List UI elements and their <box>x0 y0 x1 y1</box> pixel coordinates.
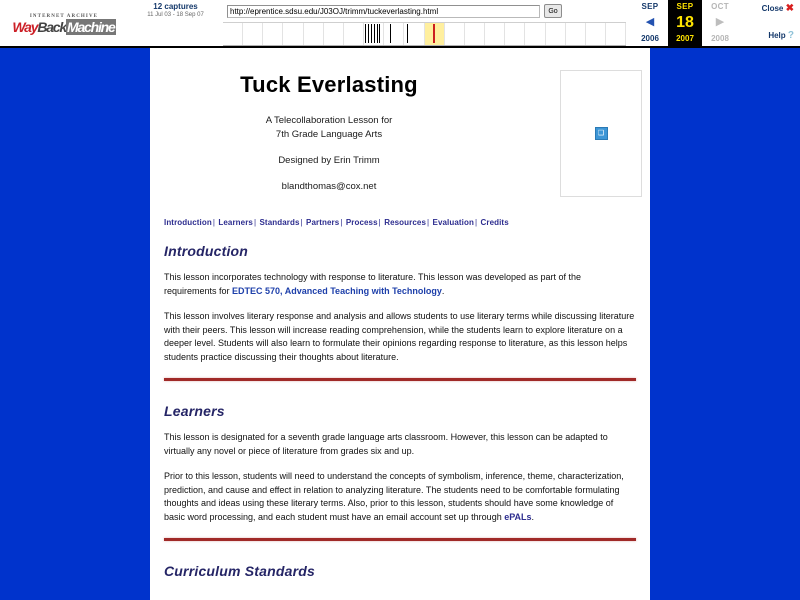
timeline-spacer <box>128 22 223 46</box>
timeline-month[interactable] <box>364 23 384 45</box>
section-navigation <box>164 218 636 227</box>
nav-link-evaluation[interactable]: Evaluation <box>432 218 474 227</box>
nav-separator: | <box>212 218 216 227</box>
previous-capture-nav[interactable] <box>632 0 668 46</box>
nav-separator: | <box>474 218 478 227</box>
broken-image-icon: ❑ <box>595 127 608 140</box>
timeline-month[interactable] <box>384 23 404 45</box>
close-icon[interactable]: ✖ <box>785 3 794 14</box>
introduction-heading: Introduction <box>164 243 249 259</box>
page-title: Tuck Everlasting <box>240 72 418 97</box>
timeline-month[interactable] <box>263 23 283 45</box>
capture-tick[interactable] <box>374 24 375 43</box>
prev-arrow-icon[interactable]: ◀ <box>645 16 655 28</box>
edtec-course-link[interactable]: EDTEC 570, Advanced Teaching with Technology <box>232 285 442 296</box>
capture-timeline[interactable] <box>223 22 626 46</box>
introduction-paragraph-2: This lesson involves literary response and analysis and allows students to use literary terms while discussing literature with their peers. This lesson will increase reading comprehension, while the students learn to explore literature on a deeper level. Students will also learn to formulate their opinions regarding response to literature, as this lesson helps students practice discussing their thoughts about literature. <box>164 311 635 362</box>
timeline-month[interactable] <box>586 23 606 45</box>
timeline-month[interactable] <box>223 23 243 45</box>
timeline-month[interactable] <box>485 23 505 45</box>
nav-separator: | <box>300 218 303 227</box>
selected-capture-tick[interactable] <box>433 24 435 43</box>
designer-credit <box>164 154 494 168</box>
help-label: Help <box>768 31 786 40</box>
timeline-month[interactable] <box>324 23 344 45</box>
intro-p1-text-before: This lesson incorporates technology with response to literature. This lesson was developed as part of the requirements for <box>164 272 582 296</box>
close-button[interactable] <box>762 3 794 14</box>
next-month-label: OCT <box>711 2 729 11</box>
section-divider <box>164 538 636 541</box>
logo-back-text: Back <box>37 19 66 35</box>
next-capture-nav[interactable] <box>702 0 738 46</box>
curriculum-standards-heading: Curriculum Standards <box>164 563 316 579</box>
nav-link-resources[interactable]: Resources <box>384 218 426 227</box>
prev-month-label: SEP <box>641 2 659 11</box>
section-divider <box>164 378 636 381</box>
capture-tick[interactable] <box>390 24 391 43</box>
timeline-month-selected[interactable] <box>425 23 445 45</box>
page-header-text <box>164 72 494 194</box>
nav-link-introduction[interactable]: Introduction <box>164 218 212 227</box>
current-month-label: SEP <box>676 2 694 11</box>
nav-link-credits[interactable]: Credits <box>480 218 509 227</box>
internet-archive-label: INTERNET ARCHIVE <box>29 14 99 19</box>
subtitle-line-2: 7th Grade Language Arts <box>275 129 383 140</box>
current-day-label: 18 <box>676 13 694 31</box>
learners-heading: Learners <box>164 403 225 419</box>
captures-info <box>128 2 223 20</box>
timeline-month[interactable] <box>465 23 485 45</box>
timeline-month[interactable] <box>606 23 626 45</box>
introduction-paragraph-1 <box>164 271 636 298</box>
captures-date-range: 11 Jul 03 - 18 Sep 07 <box>147 12 204 19</box>
timeline-month[interactable] <box>304 23 324 45</box>
help-icon[interactable]: ? <box>787 30 794 41</box>
wayback-logo[interactable] <box>0 0 128 46</box>
broken-image-placeholder <box>560 70 642 197</box>
timeline-month[interactable] <box>525 23 545 45</box>
toolbar-actions <box>738 0 800 46</box>
subtitle-line-1: A Telecollaboration Lesson for <box>265 115 393 126</box>
nav-separator: | <box>253 218 257 227</box>
current-year-label: 2007 <box>676 34 694 43</box>
wayback-machine-wordmark <box>12 20 115 34</box>
timeline-month[interactable] <box>404 23 424 45</box>
contact-email <box>164 180 494 194</box>
nav-link-standards[interactable]: Standards <box>259 218 300 227</box>
capture-tick[interactable] <box>379 24 380 43</box>
timeline-month[interactable] <box>344 23 364 45</box>
timeline-month[interactable] <box>445 23 465 45</box>
designer-label: Designed by Erin Trimm <box>278 155 380 166</box>
date-navigator <box>628 0 738 46</box>
page-subtitle <box>164 114 494 142</box>
close-label: Close <box>761 4 784 13</box>
learners-p2-text-after: . <box>531 511 535 522</box>
epals-link[interactable]: ePALs <box>504 511 532 522</box>
toolbar-timeline-row <box>128 22 628 46</box>
logo-machine-text: Machine <box>66 19 115 35</box>
current-capture-date <box>668 0 702 46</box>
capture-tick[interactable] <box>368 24 369 43</box>
timeline-month[interactable] <box>566 23 586 45</box>
timeline-month[interactable] <box>546 23 566 45</box>
help-button[interactable] <box>768 30 794 41</box>
capture-tick[interactable] <box>377 24 378 43</box>
toolbar-center <box>128 0 628 46</box>
nav-link-process[interactable]: Process <box>345 218 378 227</box>
url-form <box>223 4 628 18</box>
prev-year-label: 2006 <box>641 34 659 43</box>
nav-separator: | <box>378 218 381 227</box>
nav-separator: | <box>427 218 430 227</box>
next-year-label: 2008 <box>711 34 729 43</box>
archived-page-viewport <box>0 48 800 600</box>
nav-separator: | <box>340 218 343 227</box>
timeline-month[interactable] <box>505 23 525 45</box>
intro-p1-text-after: . <box>441 285 445 296</box>
next-arrow-icon[interactable]: ▶ <box>715 16 725 28</box>
nav-link-partners[interactable]: Partners <box>306 218 340 227</box>
timeline-month[interactable] <box>283 23 303 45</box>
capture-tick[interactable] <box>365 24 366 43</box>
learners-paragraph-1: This lesson is designated for a seventh grade language arts classroom. However, this lesson can be adapted to virtually any novel or piece of literature from grades six and up. <box>164 432 608 456</box>
email-label: blandthomas@cox.net <box>281 181 377 192</box>
url-input[interactable] <box>227 5 540 18</box>
captures-count: 12 captures <box>153 2 198 12</box>
timeline-month[interactable] <box>243 23 263 45</box>
go-button[interactable]: Go <box>544 4 562 18</box>
logo-way-text: Way <box>12 19 38 35</box>
nav-link-learners[interactable]: Learners <box>218 218 253 227</box>
wayback-toolbar <box>0 0 800 48</box>
page-content-column <box>150 48 650 600</box>
capture-tick[interactable] <box>371 24 372 43</box>
learners-paragraph-2 <box>164 470 636 524</box>
page-header <box>164 72 636 200</box>
capture-tick[interactable] <box>407 24 408 43</box>
learners-p2-text-before: Prior to this lesson, students will need to understand the concepts of symbolism, inference, theme, characterization, prediction, and cause and effect in relation to analyzing literature. The students need to be comfortable formulating thoughts and ideas using these literary terms. Also, prior to this lesson, students should have some knowledge of basic word processing, and each student must have an email account set up through <box>164 471 624 522</box>
toolbar-url-row <box>128 0 628 22</box>
